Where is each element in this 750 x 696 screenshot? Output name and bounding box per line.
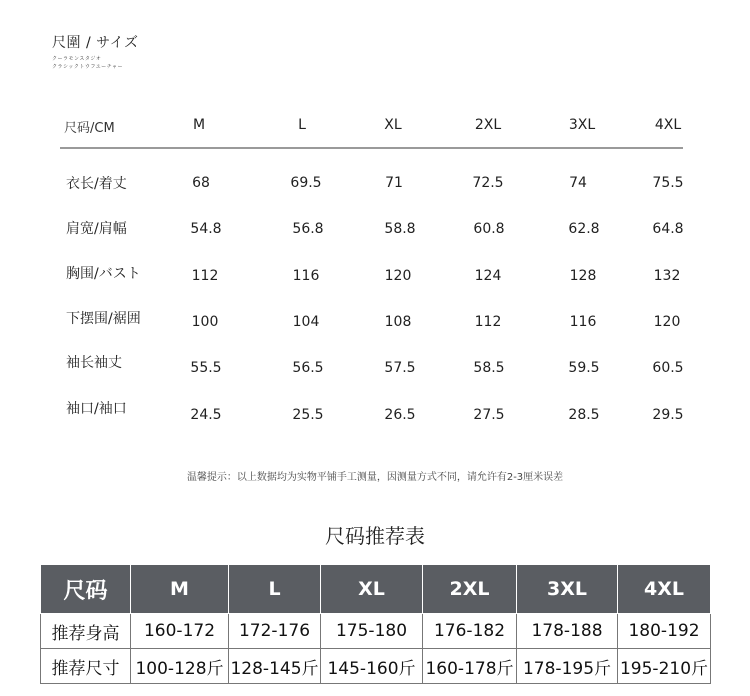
table-cell: 124 [474,268,502,284]
table-cell: 64.8 [652,221,684,237]
table-cell: 175-180 [321,614,423,649]
table-cell: 172-176 [229,614,321,649]
size-header-m: M [192,117,206,133]
size-header-2xl: 2XL [474,117,502,133]
table-cell: 54.8 [190,221,222,237]
table-cell: 75.5 [652,175,684,191]
table-cell: 72.5 [472,175,504,191]
size-header-3xl: 3XL [568,117,596,133]
table-cell: 120 [384,268,412,284]
table-cell: 69.5 [290,175,322,191]
size-chart-corner: 尺码/CM [64,121,115,136]
table-cell: 195-210斤 [618,649,711,684]
table-cell: 132 [653,268,681,284]
table-cell: 128 [569,268,597,284]
table-cell: 74 [569,175,587,191]
table-cell: 60.5 [652,360,684,376]
table-cell: 128-145斤 [229,649,321,684]
table-cell: 145-160斤 [321,649,423,684]
table-cell: 28.5 [568,407,600,423]
table-row [41,614,711,649]
table-cell: 57.5 [384,360,416,376]
table-cell: 176-182 [423,614,517,649]
recommend-header-cell: 2XL [423,565,517,614]
recommend-header-row [41,565,711,614]
recommend-header-cell: 尺码 [41,565,131,614]
header-divider [60,147,683,149]
recommend-row-label: 推荐身高 [41,614,131,649]
row-label: 下摆围/裾囲 [66,311,141,327]
table-cell: 58.5 [473,360,505,376]
row-label: 袖长袖丈 [66,355,122,371]
table-cell: 100 [191,314,219,330]
recommend-row-label: 推荐尺寸 [41,649,131,684]
table-cell: 55.5 [190,360,222,376]
table-cell: 71 [385,175,403,191]
table-cell: 112 [191,268,219,284]
recommend-header-cell: XL [321,565,423,614]
table-cell: 160-178斤 [423,649,517,684]
table-cell: 112 [474,314,502,330]
recommend-header-cell: 4XL [618,565,711,614]
row-label: 衣长/着丈 [66,176,127,192]
table-cell: 100-128斤 [131,649,229,684]
table-cell: 68 [192,175,210,191]
recommend-header-cell: L [229,565,321,614]
header-subtitle: クーラモンスタジオ [52,56,102,62]
recommend-title: 尺码推荐表 [325,524,425,548]
table-cell: 24.5 [190,407,222,423]
table-cell: 58.8 [384,221,416,237]
table-cell: 120 [653,314,681,330]
table-cell: 29.5 [652,407,684,423]
table-cell: 180-192 [618,614,711,649]
table-cell: 104 [292,314,320,330]
table-cell: 26.5 [384,407,416,423]
table-cell: 27.5 [473,407,505,423]
row-label: 袖口/袖口 [66,401,127,417]
table-cell: 178-188 [517,614,618,649]
table-row [41,649,711,684]
table-cell: 116 [569,314,597,330]
table-cell: 60.8 [473,221,505,237]
table-cell: 56.5 [292,360,324,376]
row-label: 胸围/バスト [66,266,141,282]
size-header-4xl: 4XL [654,117,682,133]
table-cell: 160-172 [131,614,229,649]
recommend-header-cell: 3XL [517,565,618,614]
table-cell: 108 [384,314,412,330]
measurement-note: 温馨提示：以上数据均为实物平铺手工测量，因测量方式不同，请允许有2-3厘米误差 [186,472,564,483]
header-subtitle-2: クラシックトウフユーチャー [52,64,124,70]
size-header-xl: XL [384,117,402,133]
table-cell: 25.5 [292,407,324,423]
row-label: 肩宽/肩幅 [66,221,127,237]
table-cell: 62.8 [568,221,600,237]
table-cell: 56.8 [292,221,324,237]
size-header-l: L [298,117,306,133]
table-cell: 178-195斤 [517,649,618,684]
recommend-header-cell: M [131,565,229,614]
recommend-table [40,564,711,684]
table-cell: 116 [292,268,320,284]
header-title: 尺圍 / サイズ [52,35,139,51]
table-cell: 59.5 [568,360,600,376]
